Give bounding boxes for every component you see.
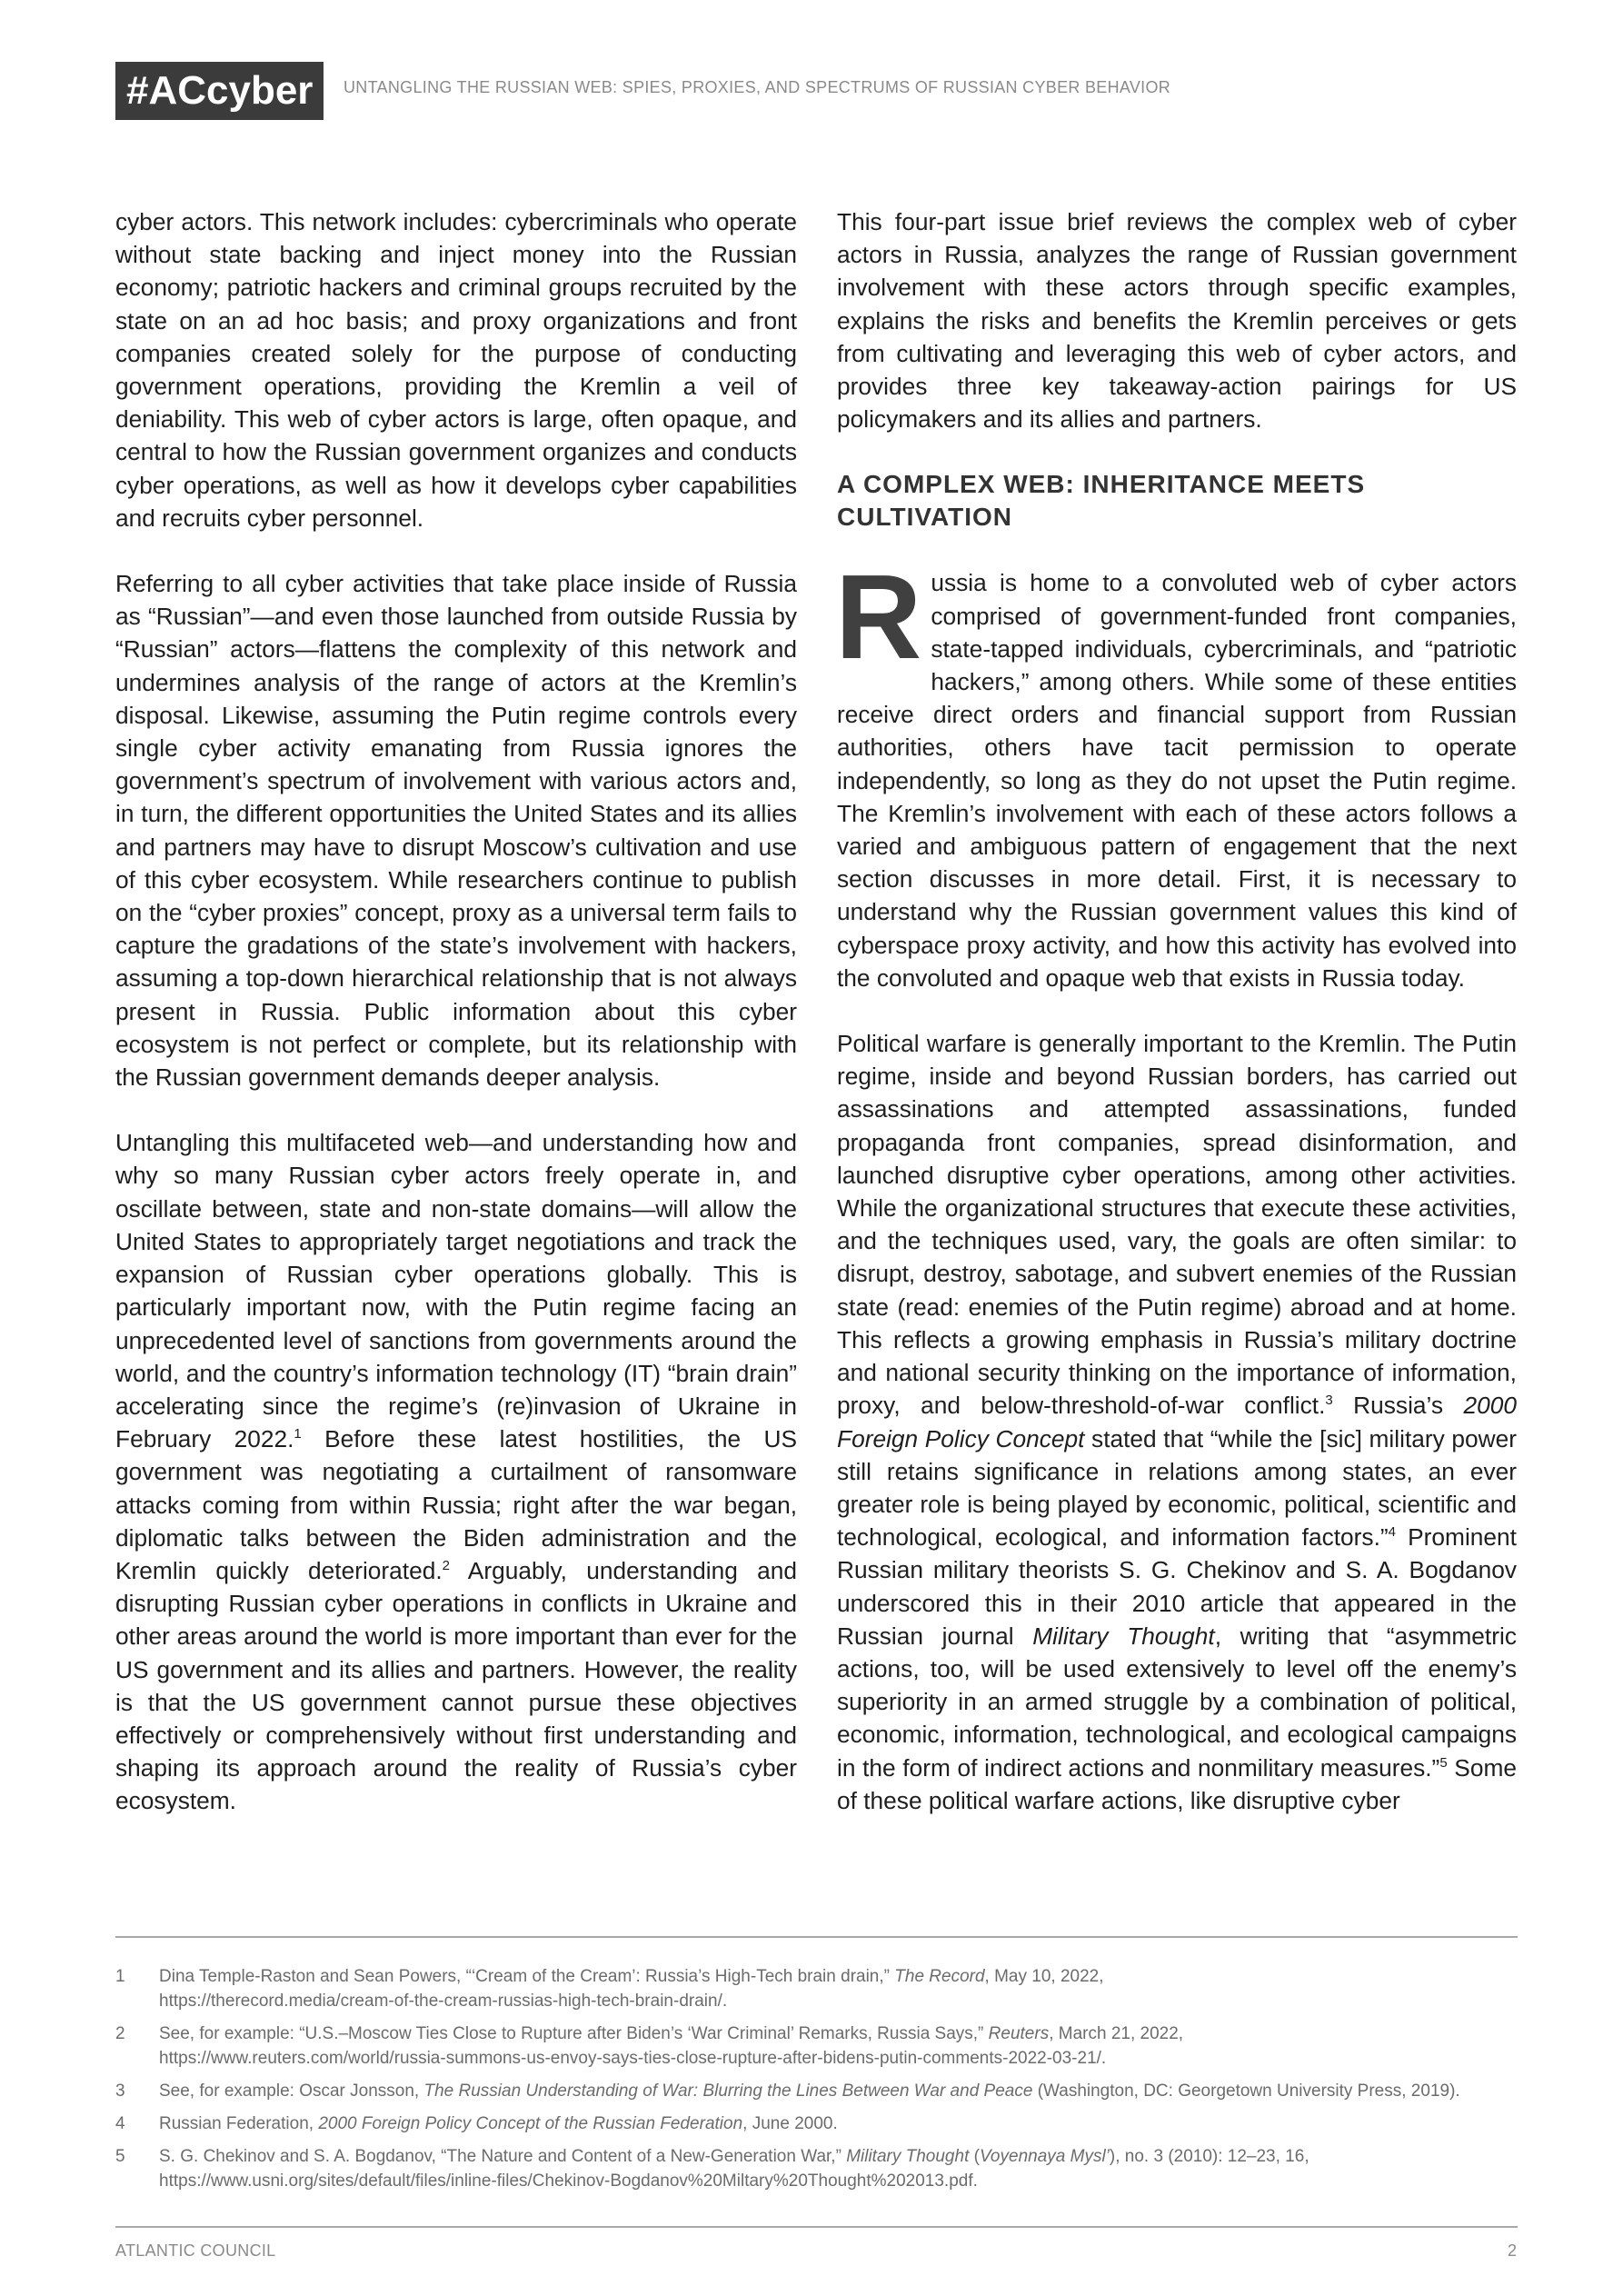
footnote-number: 3 (115, 2081, 125, 2101)
paragraph: Referring to all cyber activities that take place inside of Russia as “Russian”—and even those launched from outside Russia by “Russian” actors—flattens the complexity of this network and undermines analysis of the range of actors at the Kremlin’s disposal. Likewise, assuming the Putin regime controls every single cyber activity emanating from Russia ignores the government’s spectrum of involvement with various actors and, in turn, the different opportunities the United States and its allies and partners may have to disrupt Moscow’s cultivation and use of this cyber ecosystem. While researchers continue to publish on the “cyber proxies” concept, proxy as a universal term fails to capture the gradations of the state’s involvement with hackers, assuming a top-down hierarchical relationship that is not always present in Russia. Public information about this cyber ecosystem is not perfect or complete, but its relationship with the Russian government demands deeper analysis. (115, 570, 797, 1092)
drop-cap: R (835, 550, 922, 684)
paragraph: Russia is home to a convoluted web of cyber actors comprised of government-funded front companies, state-tapped individuals, cybercriminals, and “patriotic hackers,” among others. While some of these entities receive direct orders and financial support from Russian authorities, others have tacit permission to operate independently, so long as they do not upset the Putin regime. The Kremlin’s involvement with each of these actors follows a varied and ambiguous pattern of engagement that the next section discusses in more detail. First, it is necessary to understand why the Russian government values this kind of cyberspace proxy activity, and how this activity has evolved into the convoluted and opaque web that exists in Russia today. (835, 550, 1517, 992)
footnote-link[interactable]: https://www.usni.org/sites/default/files/inline-files/Chekinov-Bogdanov%20Miltary%20Thought%202013.pdf. (159, 2171, 978, 2191)
paragraph: Political warfare is generally important to the Kremlin. The Putin regime, inside and beyond Russian borders, has carried out assassinations and attempted assassinations, funded propaganda front companies, spread disinformation, and launched disruptive cyber operations, among other activities. While the organizational structures that execute these activities, and the techniques used, vary, the goals are often similar: to disrupt, destroy, sabotage, and subvert enemies of the Russian state (read: enemies of the Putin regime) abroad and at home. This reflects a growing emphasis in Russia’s military doctrine and national security thinking on the importance of information, proxy, and below-threshold-of-war conflict.$^3$ Russia’s 2000 Foreign Policy Concept stated that “while the [sic] military power still retains significance in relations among states, an ever greater role is being played by economic, political, scientific and technological, ecological, and information factors.”$^4$ Prominent Russian military theorists S. G. Chekinov and S. A. Bogdanov underscored this in their 2010 article that appeared in the Russian journal Military Thought, writing that “asymmetric actions, too, will be used extensively to level off the enemy’s superiority in an armed struggle by a combination of political, economic, information, technological, and ecological campaigns in the form of indirect actions and nonmilitary measures.”$^5$ Some of these political warfare actions, like disruptive cyber (837, 1030, 1517, 1814)
footnote-ref[interactable]: 1 (294, 1426, 302, 1442)
footnote-ref[interactable]: 4 (1388, 1524, 1396, 1541)
footnote: 3 See, for example: Oscar Jonsson, The Russian Understanding of War: Blurring the Lines Between War and Peace (Washington, DC: Georgetown University Press, 2019). (115, 2079, 1518, 2103)
paragraph: This four-part issue brief reviews the complex web of cyber actors in Russia, analyzes the range of Russian government involvement with these actors through specific examples, explains the risks and benefits the Kremlin perceives or gets from cultivating and leveraging this web of cyber actors, and provides three key takeaway-action pairings for US policymakers and its allies and partners. (837, 208, 1517, 434)
page-number: 2 (1507, 2241, 1517, 2260)
footer-publisher: ATLANTIC COUNCIL (115, 2241, 276, 2260)
footnote-number: 5 (115, 2147, 125, 2166)
footnote: 1 Dina Temple-Raston and Sean Powers, “‘Cream of the Cream’: Russia’s High-Tech brain drain,” The Record, May 10, 2022, https://therecord.media/cream-of-the-cream-russias-high-tech-brain-drain/. (115, 1964, 1518, 2013)
footnotes (115, 1964, 1518, 2201)
right-column (837, 205, 1517, 1817)
footer-divider (115, 2226, 1518, 2228)
footnote-link[interactable]: https://www.reuters.com/world/russia-summons-us-envoy-says-ties-close-rupture-after-bidens-putin-comments-2022-03-21/. (159, 2049, 1107, 2068)
paragraph: cyber actors. This network includes: cybercriminals who operate without state backing and inject money into the Russian economy; patriotic hackers and criminal groups recruited by the state on an ad hoc basis; and proxy organizations and front companies created solely for the purpose of conducting government operations, providing the Kremlin a veil of deniability. This web of cyber actors is large, often opaque, and central to how the Russian government organizes and conducts cyber operations, as well as how it develops cyber capabilities and recruits cyber personnel. (115, 208, 797, 532)
running-header: UNTANGLING THE RUSSIAN WEB: SPIES, PROXIES, AND SPECTRUMS OF RUSSIAN CYBER BEHAVIOR (344, 78, 1171, 96)
footnote-number: 4 (115, 2114, 125, 2133)
paragraph: Untangling this multifaceted web—and understanding how and why so many Russian cyber actors freely operate in, and oscillate between, state and non-state domains—will allow the United States to appropriately target negotiations and track the expansion of Russian cyber operations globally. This is particularly important now, with the Putin regime facing an unprecedented level of sanctions from governments around the world, and the country’s information technology (IT) “brain drain” accelerating since the regime’s (re)invasion of Ukraine in February 2022.$^1$ Before these latest hostilities, the US government was negotiating a curtailment of ransomware attacks coming from within Russia; right after the war began, diplomatic talks between the Biden administration and the Kremlin quickly deteriorated.$^2$ Arguably, understanding and disrupting Russian cyber operations in conflicts in Ukraine and other areas around the world is more important than ever for the US government and its allies and partners. However, the reality is that the US government cannot pursue these objectives effectively or comprehensively without first understanding and shaping its approach around the reality of Russia’s cyber ecosystem. (115, 1129, 798, 1815)
footnote-number: 1 (115, 1967, 125, 1986)
footnote: 5 S. G. Chekinov and S. A. Bogdanov, “The Nature and Content of a New-Generation War,” Military Thought (Voyennaya Mysl’), no. 3 (2010): 12–23, 16, https://www.usni.org/sites/default/files/inline-files/Chekinov-Bogdanov%20Miltary%20Thought%202013.pdf. (115, 2144, 1518, 2193)
footnote-divider (115, 1936, 1518, 1938)
section-heading: A COMPLEX WEB: INHERITANCE MEETS CULTIVATION (837, 470, 1366, 532)
footnote-ref[interactable]: 3 (1325, 1393, 1333, 1409)
footnote-ref[interactable]: 5 (1439, 1754, 1448, 1771)
footnote-number: 2 (115, 2024, 125, 2043)
footnote: 2 See, for example: “U.S.–Moscow Ties Close to Rupture after Biden’s ‘War Criminal’ Remarks, Russia Says,” Reuters, March 21, 2022, https://www.reuters.com/world/russia-summons-us-envoy-says-ties-close-rupture-after-bidens-putin-comments-2022-03-21/. (115, 2021, 1518, 2071)
footnote: 4 Russian Federation, 2000 Foreign Policy Concept of the Russian Federation, June 2000. (115, 2111, 1518, 2136)
brand-logo: #ACcyber (115, 62, 324, 120)
footnote-ref[interactable]: 2 (442, 1558, 451, 1574)
left-column (115, 205, 797, 1818)
footnote-link[interactable]: https://therecord.media/cream-of-the-cream-russias-high-tech-brain-drain/. (159, 1992, 728, 2011)
